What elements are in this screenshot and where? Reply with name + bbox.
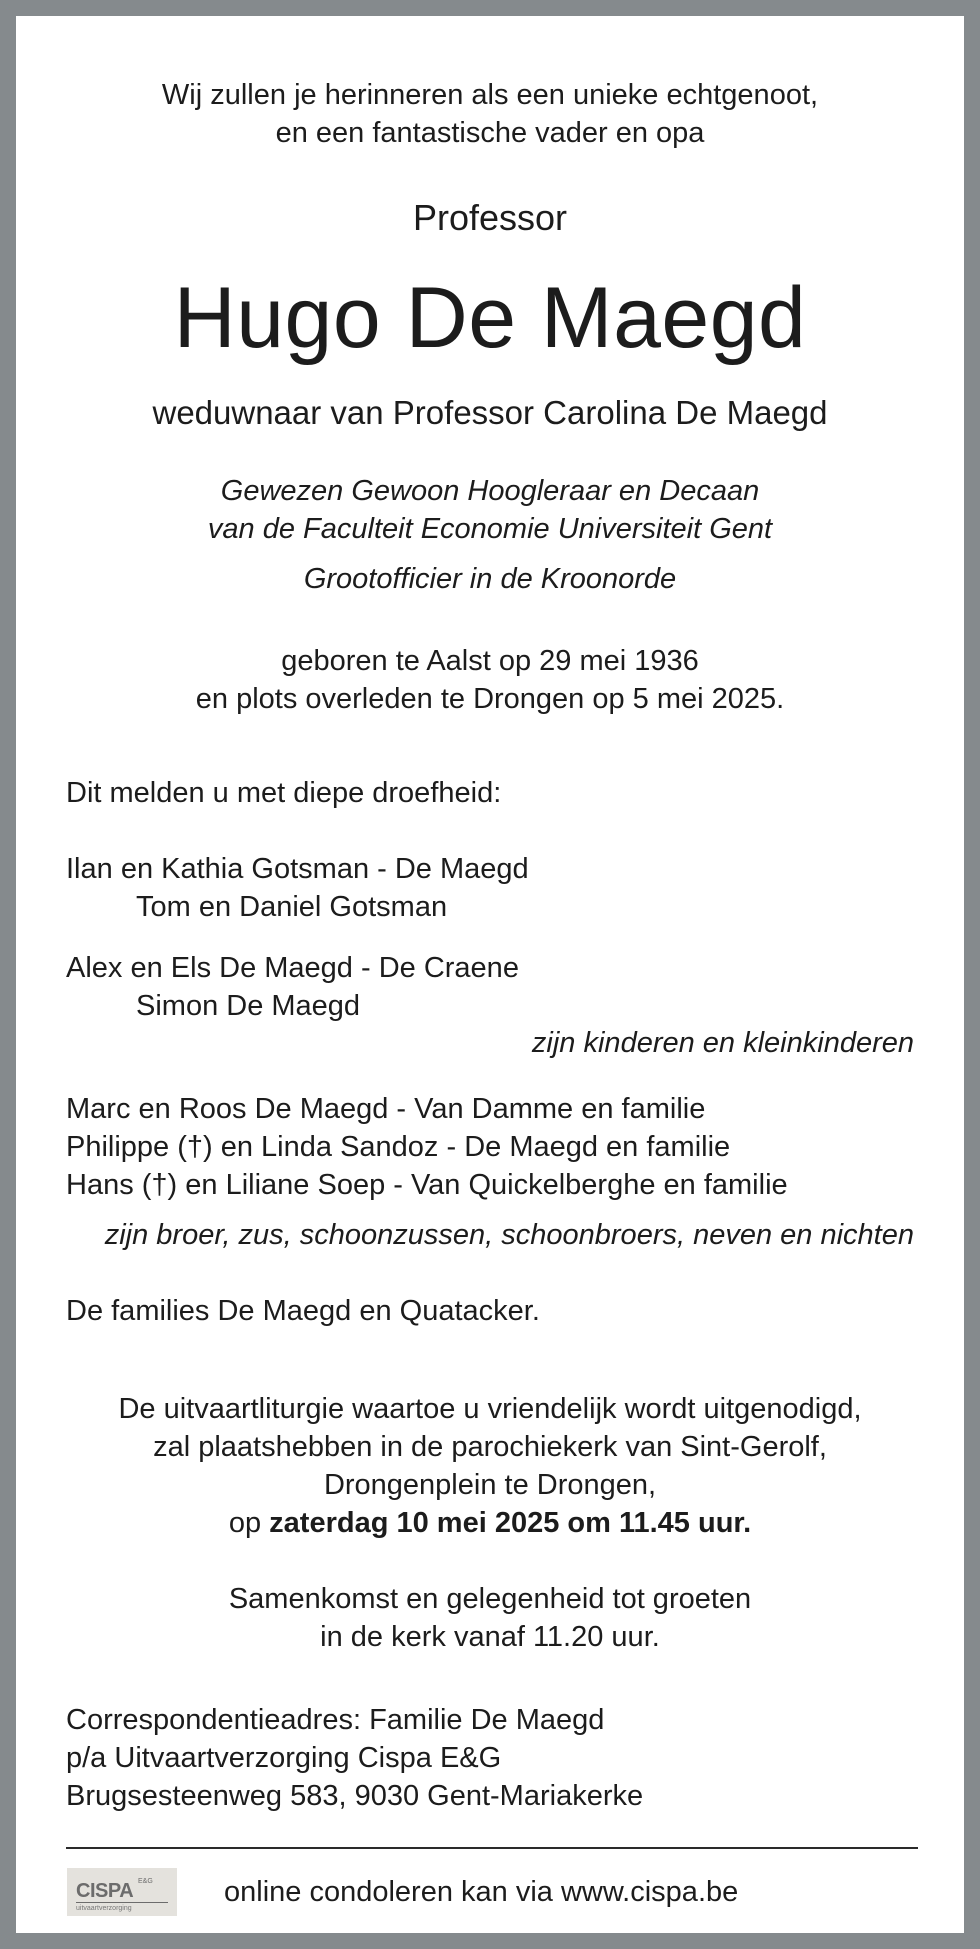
online-condolence: online condoleren kan via www.cispa.be (224, 1876, 739, 1908)
logo-rule (76, 1902, 168, 1903)
intro-text (16, 76, 964, 152)
widower-line: weduwnaar van Professor Carolina De Maegd (152, 394, 828, 431)
intro-line-1: Wij zullen je herinneren als een unieke echtgenoot, (161, 79, 819, 111)
family-2-children: Simon De Maegd (136, 990, 361, 1022)
correspondence-address (66, 1701, 643, 1815)
footer-divider (66, 1847, 918, 1849)
death-line: en plots overleden te Drongen op 5 mei 2025. (195, 683, 785, 715)
gathering-info (16, 1580, 964, 1656)
logo-sup: E&G (138, 1878, 153, 1885)
siblings-list (66, 1090, 788, 1204)
funeral-date-prefix: op (228, 1507, 270, 1539)
correspondence-line-3: Brugsesteenweg 583, 9030 Gent-Mariakerke (66, 1780, 644, 1812)
cispa-logo (67, 1868, 177, 1916)
sibling-line: Marc en Roos De Maegd - Van Damme en familie (66, 1093, 706, 1125)
title-prefix: Professor (412, 197, 568, 238)
children-role: zijn kinderen en kleinkinderen (531, 1027, 914, 1059)
gathering-line-1: Samenkomst en gelegenheid tot groeten (228, 1583, 752, 1615)
funeral-info (16, 1390, 964, 1542)
intro-line-2: en een fantastische vader en opa (275, 117, 705, 149)
funeral-line-1: De uitvaartliturgie waartoe u vriendelijk wordt uitgenodigd, (118, 1393, 862, 1425)
family-1-children: Tom en Daniel Gotsman (136, 891, 448, 923)
sibling-line: Hans (†) en Liliane Soep - Van Quickelberghe en familie (66, 1169, 788, 1201)
correspondence-line-1: Correspondentieadres: Familie De Maegd (66, 1704, 605, 1736)
deceased-name: Hugo De Maegd (173, 270, 807, 366)
logo-name: CISPA (76, 1880, 134, 1902)
correspondence-line-2: p/a Uitvaartverzorging Cispa E&G (66, 1742, 502, 1774)
funeral-line-4 (16, 1504, 964, 1542)
gathering-line-2: in de kerk vanaf 11.20 uur. (320, 1621, 660, 1653)
families-line: De families De Maegd en Quatacker. (66, 1295, 540, 1327)
family-1-parents: Ilan en Kathia Gotsman - De Maegd (66, 853, 529, 885)
title-line-1: Gewezen Gewoon Hoogleraar en Decaan (220, 475, 760, 507)
birth-line: geboren te Aalst op 29 mei 1936 (281, 645, 699, 677)
funeral-date: zaterdag 10 mei 2025 om 11.45 uur. (269, 1507, 752, 1539)
life-dates (16, 642, 964, 718)
logo-subtitle: uitvaartverzorging (76, 1905, 132, 1912)
title-line-2: van de Faculteit Economie Universiteit Gent (207, 513, 773, 545)
sibling-line: Philippe (†) en Linda Sandoz - De Maegd en familie (66, 1131, 731, 1163)
funeral-line-2: zal plaatshebben in de parochiekerk van Sint-Gerolf, (153, 1431, 827, 1463)
siblings-role: zijn broer, zus, schoonzussen, schoonbroers, neven en nichten (104, 1219, 914, 1251)
announcement-text: Dit melden u met diepe droefheid: (66, 777, 502, 809)
funeral-line-3: Drongenplein te Drongen, (323, 1469, 657, 1501)
honour-title: Grootofficier in de Kroonorde (303, 563, 677, 595)
academic-titles (16, 472, 964, 548)
family-2-parents: Alex en Els De Maegd - De Craene (66, 952, 519, 984)
